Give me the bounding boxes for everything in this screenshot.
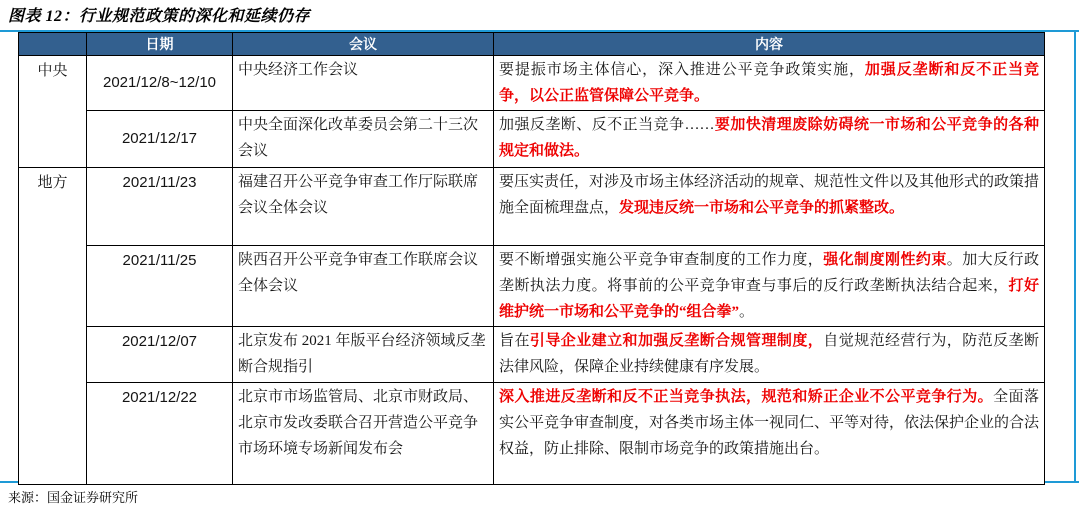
table-row xyxy=(19,168,1045,246)
meeting-cell: 北京市市场监管局、北京市财政局、北京市发改委联合召开营造公平竞争市场环境专场新闻发布会 xyxy=(233,383,494,485)
content-text: 要不断增强实施公平竞争审查制度的工作力度， xyxy=(499,252,824,268)
meeting-cell: 福建召开公平竞争审查工作厅际联席会议全体会议 xyxy=(233,168,494,246)
source-note: 来源：国金证券研究所 xyxy=(8,490,139,505)
content-text: 要压实责任，对涉及市场主体经济活动的规章、规范性文件以及其他形式的政策措施全面梳理盘点， xyxy=(499,174,1040,216)
table-row xyxy=(19,111,1045,168)
table-header-row xyxy=(19,33,1045,56)
date-cell: 2021/11/25 xyxy=(87,246,233,327)
meeting-cell: 中央经济工作会议 xyxy=(233,56,494,111)
content-highlight: 要加快清理废除妨碍统一市场和公平竞争的各种规定和做法。 xyxy=(499,117,1039,159)
content-cell xyxy=(494,383,1045,485)
date-cell: 2021/12/22 xyxy=(87,383,233,485)
meeting-cell: 中央全面深化改革委员会第二十三次会议 xyxy=(233,111,494,168)
table-row xyxy=(19,56,1045,111)
content-text: 自觉规范经营行为，防范反垄断法律风险，保障企业持续健康有序发展。 xyxy=(499,333,1039,375)
content-highlight: 加强反垄断和反不正当竞争，以公正监管保障公平竞争。 xyxy=(499,62,1039,104)
content-text: 全面落实公平竞争审查制度，对各类市场主体一视同仁、平等对待，依法保护企业的合法权益，防止排除、限制市场竞争的政策措施出台。 xyxy=(499,389,1040,457)
content-text: 。加大反行政垄断执法力度。将事前的公平竞争审查与事后的反行政垄断执法结合起来， xyxy=(499,252,1039,294)
date-cell: 2021/12/07 xyxy=(87,327,233,383)
date-cell: 2021/12/17 xyxy=(87,111,233,168)
policy-table xyxy=(18,32,1045,485)
table-row xyxy=(19,327,1045,383)
table-row xyxy=(19,246,1045,327)
content-highlight: 发现违反统一市场和公平竞争的抓紧整改。 xyxy=(619,200,905,216)
content-highlight: 引导企业建立和加强反垄断合规管理制度， xyxy=(529,333,824,349)
content-cell xyxy=(494,56,1045,111)
content-cell xyxy=(494,246,1045,327)
meeting-cell: 陕西召开公平竞争审查工作联席会议全体会议 xyxy=(233,246,494,327)
table-body xyxy=(19,56,1045,485)
content-highlight: 打好维护统一市场和公平竞争的“组合拳” xyxy=(499,278,1039,320)
content-cell xyxy=(494,111,1045,168)
table-row xyxy=(19,383,1045,485)
category-cell: 中央 xyxy=(19,56,87,168)
date-cell: 2021/12/8~12/10 xyxy=(87,56,233,111)
content-text: 旨在 xyxy=(499,333,530,349)
content-cell xyxy=(494,168,1045,246)
content-highlight: 深入推进反垄断和反不正当竞争执法，规范和矫正企业不公平竞争行为。 xyxy=(499,389,994,405)
header-content: 内容 xyxy=(494,33,1045,56)
content-text: 加强反垄断、反不正当竞争…… xyxy=(499,117,715,133)
category-cell: 地方 xyxy=(19,168,87,485)
header-meeting: 会议 xyxy=(233,33,494,56)
right-rule xyxy=(1074,30,1076,483)
content-text: 。 xyxy=(739,304,755,320)
date-cell: 2021/11/23 xyxy=(87,168,233,246)
meeting-cell: 北京发布 2021 年版平台经济领域反垄断合规指引 xyxy=(233,327,494,383)
header-category xyxy=(19,33,87,56)
figure-title: 图表 12：行业规范政策的深化和延续仍存 xyxy=(8,8,311,25)
header-date: 日期 xyxy=(87,33,233,56)
content-text: 要提振市场主体信心，深入推进公平竞争政策实施， xyxy=(499,62,865,78)
content-cell xyxy=(494,327,1045,383)
content-highlight: 强化制度刚性约束 xyxy=(823,252,947,268)
